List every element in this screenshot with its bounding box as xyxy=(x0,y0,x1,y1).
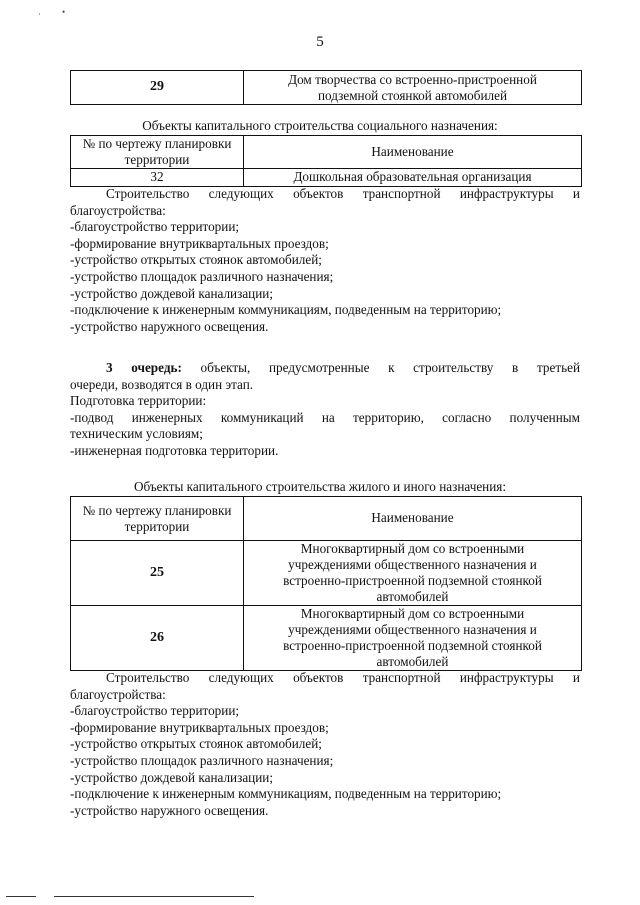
header-number-line: территории xyxy=(124,518,190,534)
table-header-row xyxy=(71,497,582,541)
list-item: -благоустройство территории; xyxy=(70,219,240,235)
object-name-line: подземной стоянкой автомобилей xyxy=(317,87,508,103)
list-item: -формирование внутриквартальных проездов; xyxy=(70,719,329,735)
list-item-continuation: техническим условиям; xyxy=(70,426,203,442)
paragraph-line: Строительство следующих объектов транспортной инфраструктуры и xyxy=(106,670,580,685)
object-name-line: автомобилей xyxy=(376,654,449,669)
header-number xyxy=(71,497,244,541)
list-item: -инженерная подготовка территории. xyxy=(70,442,279,458)
scan-mark: • xyxy=(62,7,66,17)
object-number: 26 xyxy=(71,606,244,671)
table-row xyxy=(71,169,582,187)
list-item: -подключение к инженерным коммуникациям, подведенным на территорию; xyxy=(70,302,502,318)
list-item: -устройство дождевой канализации; xyxy=(70,769,274,785)
list-item: -благоустройство территории; xyxy=(70,703,240,719)
list-item: -формирование внутриквартальных проездов; xyxy=(70,235,329,251)
scan-mark: · xyxy=(38,9,41,19)
table-row xyxy=(71,606,582,671)
object-name-line: встроенно-пристроенной подземной стоянкой xyxy=(283,638,542,653)
list-item: -подключение к инженерным коммуникациям, подведенным на территорию; xyxy=(70,786,502,802)
table-continued xyxy=(70,70,582,105)
paragraph-line: очереди, возводятся в один этап. xyxy=(70,376,254,392)
stage-text: объекты, предусмотренные к строительству в третьей xyxy=(181,360,581,375)
caption-residential: Объекты капитального строительства жилого и иного назначения: xyxy=(133,479,507,494)
list-item: -устройство площадок различного назначения; xyxy=(70,752,334,768)
header-name: Наименование xyxy=(244,497,582,541)
table-header-row xyxy=(71,136,582,169)
list-item: -устройство наружного освещения. xyxy=(70,318,269,334)
object-name-line: учреждениями общественного назначения и xyxy=(288,622,537,637)
header-name: Наименование xyxy=(244,136,582,169)
table-row xyxy=(71,71,582,105)
object-name-line: Многоквартирный дом со встроенными xyxy=(300,606,525,621)
object-number: 29 xyxy=(71,71,244,105)
list-item: -устройство площадок различного назначения; xyxy=(70,268,334,284)
table-residential xyxy=(70,496,582,671)
object-number: 32 xyxy=(71,169,244,187)
stage-3-section xyxy=(70,360,580,460)
infrastructure-list xyxy=(70,186,580,335)
page-number: 5 xyxy=(316,34,324,50)
paragraph-line: благоустройства: xyxy=(70,202,166,218)
stage-label: 3 очередь: xyxy=(106,360,182,375)
footer-rule xyxy=(54,896,254,897)
object-name xyxy=(244,71,582,105)
header-number-line: № по чертежу планировки xyxy=(82,502,232,518)
object-name-line: Дом творчества со встроенно-пристроенной xyxy=(288,71,537,87)
paragraph-line: благоустройства: xyxy=(70,686,166,702)
object-name xyxy=(244,541,582,606)
object-number: 25 xyxy=(71,541,244,606)
header-number-line: № по чертежу планировки xyxy=(82,136,232,151)
header-number-line: территории xyxy=(124,152,190,167)
table-row xyxy=(71,541,582,606)
object-name-line: встроенно-пристроенной подземной стоянкой xyxy=(283,573,542,588)
object-name-line: учреждениями общественного назначения и xyxy=(288,557,537,572)
paragraph-line xyxy=(70,360,580,377)
infrastructure-list xyxy=(70,670,580,819)
list-item: -устройство дождевой канализации; xyxy=(70,285,274,301)
table-social xyxy=(70,135,582,187)
list-item: -устройство открытых стоянок автомобилей; xyxy=(70,252,322,268)
object-name xyxy=(244,606,582,671)
object-name-line: Многоквартирный дом со встроенными xyxy=(300,541,525,556)
section-title: Подготовка территории: xyxy=(70,393,207,409)
list-item: -устройство наружного освещения. xyxy=(70,802,269,818)
object-name-line: автомобилей xyxy=(376,589,449,604)
caption-social: Объекты капитального строительства социального назначения: xyxy=(142,118,498,133)
list-item: -устройство открытых стоянок автомобилей; xyxy=(70,736,322,752)
paragraph-line: Строительство следующих объектов транспортной инфраструктуры и xyxy=(106,186,580,201)
header-number xyxy=(71,136,244,169)
object-name: Дошкольная образовательная организация xyxy=(244,169,582,187)
list-item: -подвод инженерных коммуникаций на территорию, согласно полученным xyxy=(70,409,580,425)
footer-rule xyxy=(6,896,36,897)
